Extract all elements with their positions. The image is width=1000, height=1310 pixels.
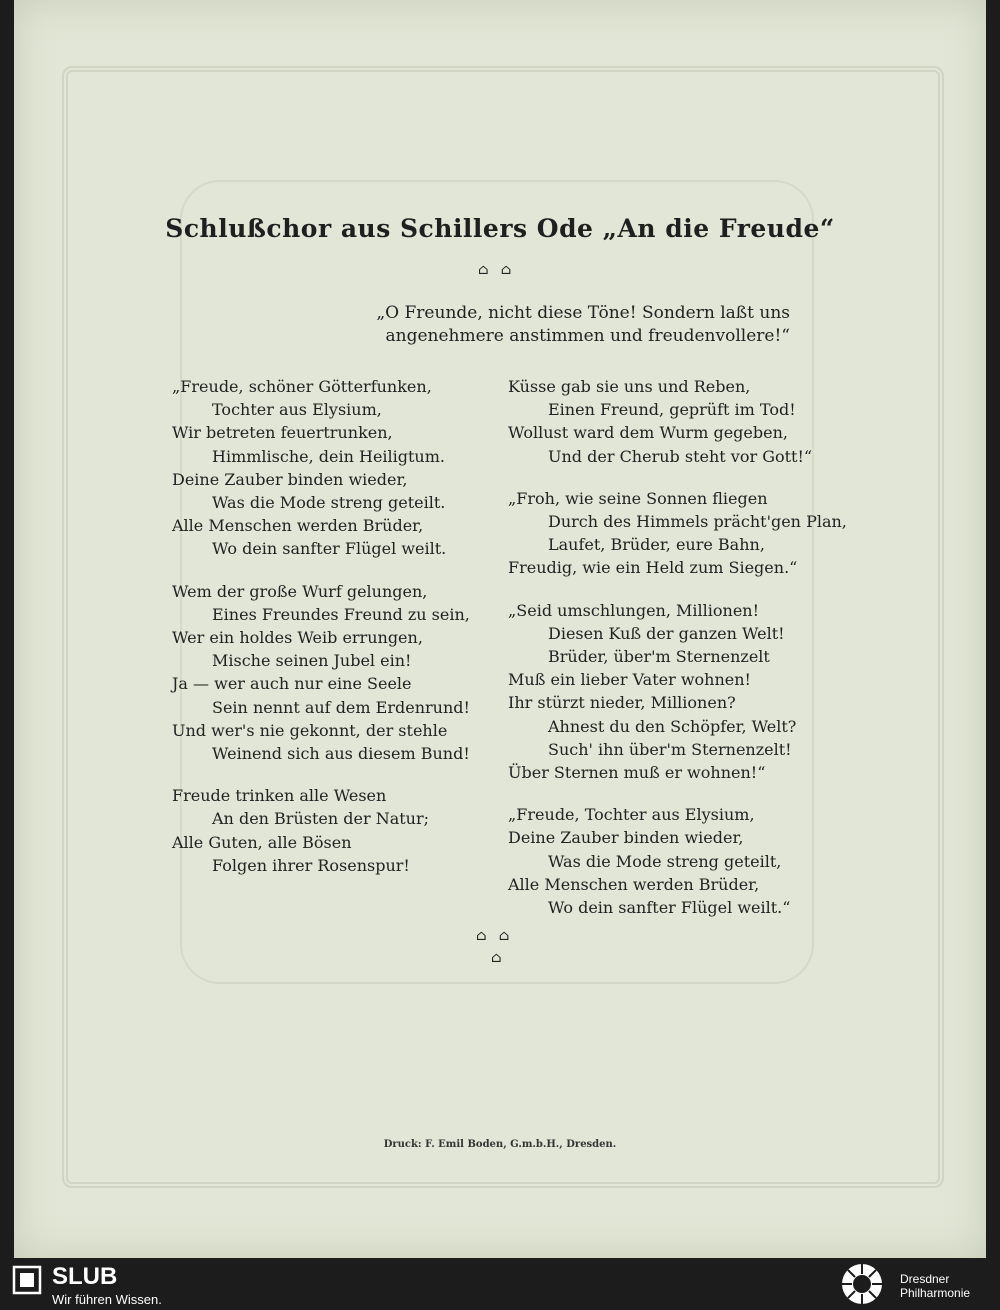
verse-line: Sein nennt auf dem Erdenrund!: [212, 697, 470, 717]
slub-logo-icon: [12, 1265, 42, 1295]
verse-line: Was die Mode streng geteilt.: [212, 493, 446, 513]
verse-line: Wo dein sanfter Flügel weilt.“: [548, 898, 791, 918]
verse-line: Tochter aus Elysium,: [212, 400, 382, 420]
verse-line: Diesen Kuß der ganzen Welt!: [548, 623, 785, 643]
verse-line: Ahnest du den Schöpfer, Welt?: [548, 716, 797, 736]
verse-line: Himmlische, dein Heiligtum.: [212, 446, 445, 466]
slub-subtitle: Wir führen Wissen.: [52, 1292, 162, 1307]
ornament-top: ⌂⌂: [478, 262, 524, 278]
motto-line: „O Freunde, nicht diese Töne! Sondern laßt uns: [376, 303, 790, 323]
verse-line: Wem der große Wurf gelungen,: [172, 581, 428, 601]
verse-line: Was die Mode streng geteilt,: [548, 851, 782, 871]
verse-line: Eines Freundes Freund zu sein,: [212, 604, 470, 624]
left-column: [172, 375, 470, 877]
verse-line: Deine Zauber binden wieder,: [172, 469, 408, 489]
printer-imprint: Druck: F. Emil Boden, G.m.b.H., Dresden.: [383, 1139, 617, 1150]
motto: [376, 302, 790, 348]
verse-line: Alle Guten, alle Bösen: [172, 832, 352, 852]
slub-title: SLUB: [52, 1263, 118, 1290]
verse-line: Weinend sich aus diesem Bund!: [212, 744, 470, 764]
page-title: Schlußchor aus Schillers Ode „An die Freude“: [165, 214, 835, 243]
verse-line: Laufet, Brüder, eure Bahn,: [548, 535, 765, 555]
verse-line: Wer ein holdes Weib errungen,: [172, 628, 423, 648]
verse-line: Folgen ihrer Rosenspur!: [212, 855, 410, 875]
verse-line: Alle Menschen werden Brüder,: [508, 874, 760, 894]
verse-line: Mische seinen Jubel ein!: [212, 651, 412, 671]
verse-line: Freude trinken alle Wesen: [172, 786, 387, 806]
verse-line: Brüder, über'm Sternenzelt: [548, 647, 770, 667]
verse-line: Muß ein lieber Vater wohnen!: [508, 670, 751, 690]
phil-line: Dresdner: [900, 1272, 950, 1286]
motto-line: angenehmere anstimmen und freudenvollere!“: [385, 326, 790, 346]
right-column: [508, 375, 847, 919]
verse-line: Ja — wer auch nur eine Seele: [172, 674, 412, 694]
verse-line: Ihr stürzt nieder, Millionen?: [508, 693, 736, 713]
verse-line: Wollust ward dem Wurm gegeben,: [508, 423, 788, 443]
verse-line: Alle Menschen werden Brüder,: [172, 516, 424, 536]
verse-line: „Froh, wie seine Sonnen fliegen: [508, 488, 768, 508]
ornament-bottom: ⌂⌂: [476, 928, 522, 944]
verse-line: Und der Cherub steht vor Gott!“: [548, 446, 813, 466]
ornament-bottom-single: ⌂: [491, 950, 514, 966]
verse-line: Über Sternen muß er wohnen!“: [508, 763, 766, 783]
verse-line: Wir betreten feuertrunken,: [172, 423, 393, 443]
verse-line: Küsse gab sie uns und Reben,: [508, 377, 751, 396]
verse-line: Freudig, wie ein Held zum Siegen.“: [508, 558, 798, 578]
verse-line: Deine Zauber binden wieder,: [508, 828, 744, 848]
verse-line: An den Brüsten der Natur;: [212, 809, 430, 829]
verse-line: „Freude, Tochter aus Elysium,: [508, 805, 755, 825]
verse-line: „Freude, schöner Götterfunken,: [172, 377, 432, 396]
verse-line: Wo dein sanfter Flügel weilt.: [212, 539, 447, 559]
philharmonie-logo-icon: [840, 1262, 884, 1306]
phil-line: Philharmonie: [900, 1286, 971, 1300]
verse-line: Einen Freund, geprüft im Tod!: [548, 400, 796, 420]
verse-line: Und wer's nie gekonnt, der stehle: [172, 720, 448, 740]
verse-line: „Seid umschlungen, Millionen!: [508, 600, 760, 620]
philharmonie-name: [900, 1272, 970, 1300]
verse-line: Durch des Himmels prächt'gen Plan,: [548, 512, 847, 532]
verse-line: Such' ihn über'm Sternenzelt!: [548, 739, 792, 759]
